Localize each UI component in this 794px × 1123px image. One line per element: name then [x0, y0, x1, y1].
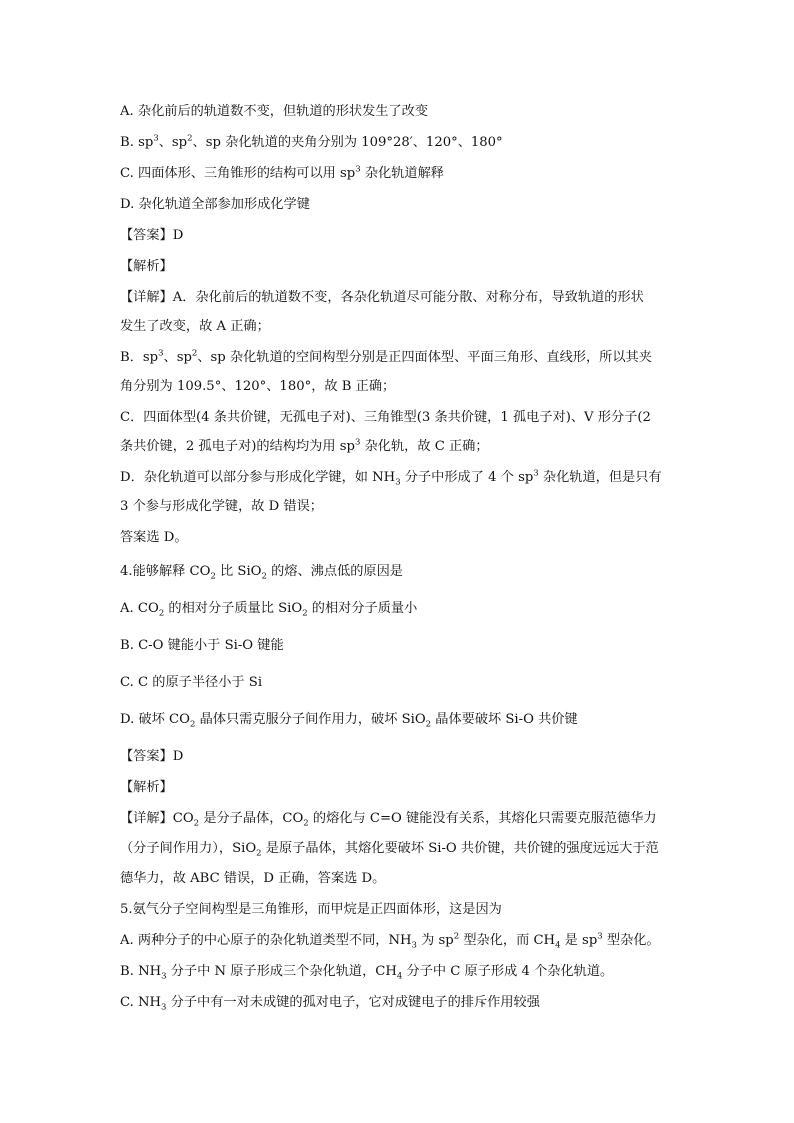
text-segment: （分子间作用力），SiO [120, 841, 257, 856]
text-segment: 的相对分子质量比 SiO [164, 601, 303, 616]
subscript: 2 [189, 719, 196, 730]
text-segment: 的熔、沸点低的原因是 [266, 564, 403, 579]
text-segment: 分子中有一对未成键的孤对电子，它对成键电子的排斥作用较强 [166, 995, 540, 1010]
subscript: 4 [396, 971, 403, 982]
text-line [120, 408, 651, 428]
text-line [120, 102, 428, 122]
text-segment: 杂化轨，故 C 正确； [360, 439, 489, 454]
text-segment: 晶体要破坏 Si-O 共价键 [431, 712, 578, 727]
text-segment: 【答案】D [120, 749, 184, 764]
subscript: 2 [256, 848, 262, 859]
text-segment: C. 四面体形、三角锥形的结构可以用 sp [120, 166, 356, 181]
text-line [120, 839, 659, 859]
text-line [120, 468, 662, 488]
text-segment: A. 杂化前后的轨道数不变，但轨道的形状发生了改变 [120, 104, 429, 119]
text-segment: 是 sp [560, 933, 598, 948]
text-segment: 分子中 C 原子形成 4 个杂化轨道。 [402, 964, 614, 979]
text-line [120, 437, 489, 457]
text-segment: 【答案】D [120, 228, 184, 243]
text-segment: 德华力，故 ABC 错误，D 正确，答案选 D。 [120, 871, 386, 886]
superscript: 3 [533, 468, 539, 479]
text-segment: 、sp [158, 135, 188, 150]
text-segment: 是分子晶体，CO [199, 811, 304, 826]
text-line [120, 636, 284, 656]
text-line [120, 497, 323, 517]
text-line [120, 869, 385, 889]
text-segment: 3 个参与形成化学键，故 D 错误； [120, 499, 323, 514]
text-segment: C. C 的原子半径小于 Si [120, 675, 263, 690]
text-segment: 的相对分子质量小 [307, 601, 418, 616]
text-segment: 、sp 杂化轨道的空间构型分别是正四面体型、平面三角形、直线形，所以其夹 [197, 350, 652, 365]
text-line [120, 164, 444, 184]
superscript: 3 [355, 164, 361, 175]
text-line [120, 288, 644, 308]
text-line [120, 747, 183, 767]
text-line [120, 599, 417, 619]
text-segment: D．杂化轨道可以部分参与形成化学键，如 NH [120, 470, 396, 485]
text-segment: 4.能够解释 CO [120, 564, 211, 579]
text-segment: 答案选 D。 [120, 530, 188, 545]
text-segment: 型杂化，而 CH [459, 933, 556, 948]
superscript: 3 [597, 931, 603, 942]
text-line [120, 195, 310, 215]
text-line [120, 257, 173, 277]
text-segment: 条共价键，2 孤电子对)的结构均为用 sp [120, 439, 355, 454]
subscript: 2 [425, 719, 432, 730]
text-segment: A. 两种分子的中心原子的杂化轨道类型不同，NH [120, 933, 412, 948]
text-segment: 、sp [163, 350, 192, 365]
text-segment: 【详解】CO [120, 811, 194, 826]
text-line [120, 931, 660, 951]
text-segment: 、sp 杂化轨道的夹角分别为 109°28′、120°、180° [192, 135, 503, 150]
text-segment: 分子中 N 原子形成三个杂化轨道，CH [166, 964, 397, 979]
text-line [120, 317, 270, 337]
text-segment: 是原子晶体，其熔化要破坏 Si-O 共价键，共价键的强度远远大于范 [261, 841, 659, 856]
text-line [120, 778, 173, 798]
text-segment: B. NH [120, 964, 162, 979]
text-segment: 分子中形成了 4 个 sp [400, 470, 534, 485]
text-line [120, 226, 183, 246]
text-segment: 杂化轨道解释 [360, 166, 444, 181]
text-segment: C．四面体型(4 条共价键，无孤电子对)、三角锥型(3 条共价键，1 孤电子对)、V 形分子(2 [120, 410, 651, 425]
text-line [120, 900, 502, 920]
text-segment: A. CO [120, 601, 159, 616]
text-segment: B. C-O 键能小于 Si-O 键能 [120, 638, 284, 653]
subscript: 2 [210, 571, 216, 582]
text-line [120, 133, 503, 153]
subscript: 2 [303, 818, 309, 829]
superscript: 2 [453, 931, 460, 942]
text-segment: C. NH [120, 995, 162, 1010]
text-line [120, 962, 613, 982]
text-line [120, 528, 188, 548]
text-segment: 【解析】 [120, 780, 173, 795]
subscript: 3 [161, 1002, 167, 1013]
text-segment: 的熔化与 C=O 键能没有关系，其熔化只需要克服范德华力 [308, 811, 657, 826]
subscript: 3 [411, 940, 417, 951]
text-line [120, 562, 403, 582]
text-segment: B．sp [120, 350, 159, 365]
superscript: 3 [354, 437, 361, 448]
text-line [120, 993, 540, 1013]
text-segment: 晶体只需克服分子间作用力，破坏 SiO [195, 712, 426, 727]
text-segment: D. 破坏 CO [120, 712, 190, 727]
superscript: 3 [158, 348, 164, 359]
superscript: 2 [191, 348, 198, 359]
text-segment: 【解析】 [120, 259, 173, 274]
text-segment: 发生了改变，故 A 正确； [120, 319, 270, 334]
text-segment: 型杂化。 [602, 933, 660, 948]
text-line [120, 710, 578, 730]
subscript: 2 [261, 571, 267, 582]
subscript: 4 [555, 940, 561, 951]
text-segment: D. 杂化轨道全部参加形成化学键 [120, 197, 310, 212]
text-segment: 为 sp [416, 933, 454, 948]
superscript: 2 [187, 133, 193, 144]
text-segment: 角分别为 109.5°、120°、180°，故 B 正确； [120, 379, 396, 394]
text-line [120, 809, 657, 829]
superscript: 3 [153, 133, 159, 144]
subscript: 2 [302, 608, 308, 619]
text-segment: 【详解】A．杂化前后的轨道数不变，各杂化轨道尽可能分散、对称分布，导致轨道的形状 [120, 290, 644, 305]
text-segment: 5.氨气分子空间构型是三角锥形，而甲烷是正四面体形，这是因为 [120, 902, 502, 917]
subscript: 2 [193, 818, 200, 829]
text-line [120, 348, 652, 368]
text-line [120, 377, 395, 397]
text-segment: 杂化轨道，但是只有 [538, 470, 662, 485]
subscript: 3 [395, 477, 401, 488]
text-segment: 比 SiO [215, 564, 262, 579]
text-line [120, 673, 262, 693]
subscript: 3 [161, 971, 167, 982]
subscript: 2 [158, 608, 165, 619]
text-segment: B. sp [120, 135, 154, 150]
